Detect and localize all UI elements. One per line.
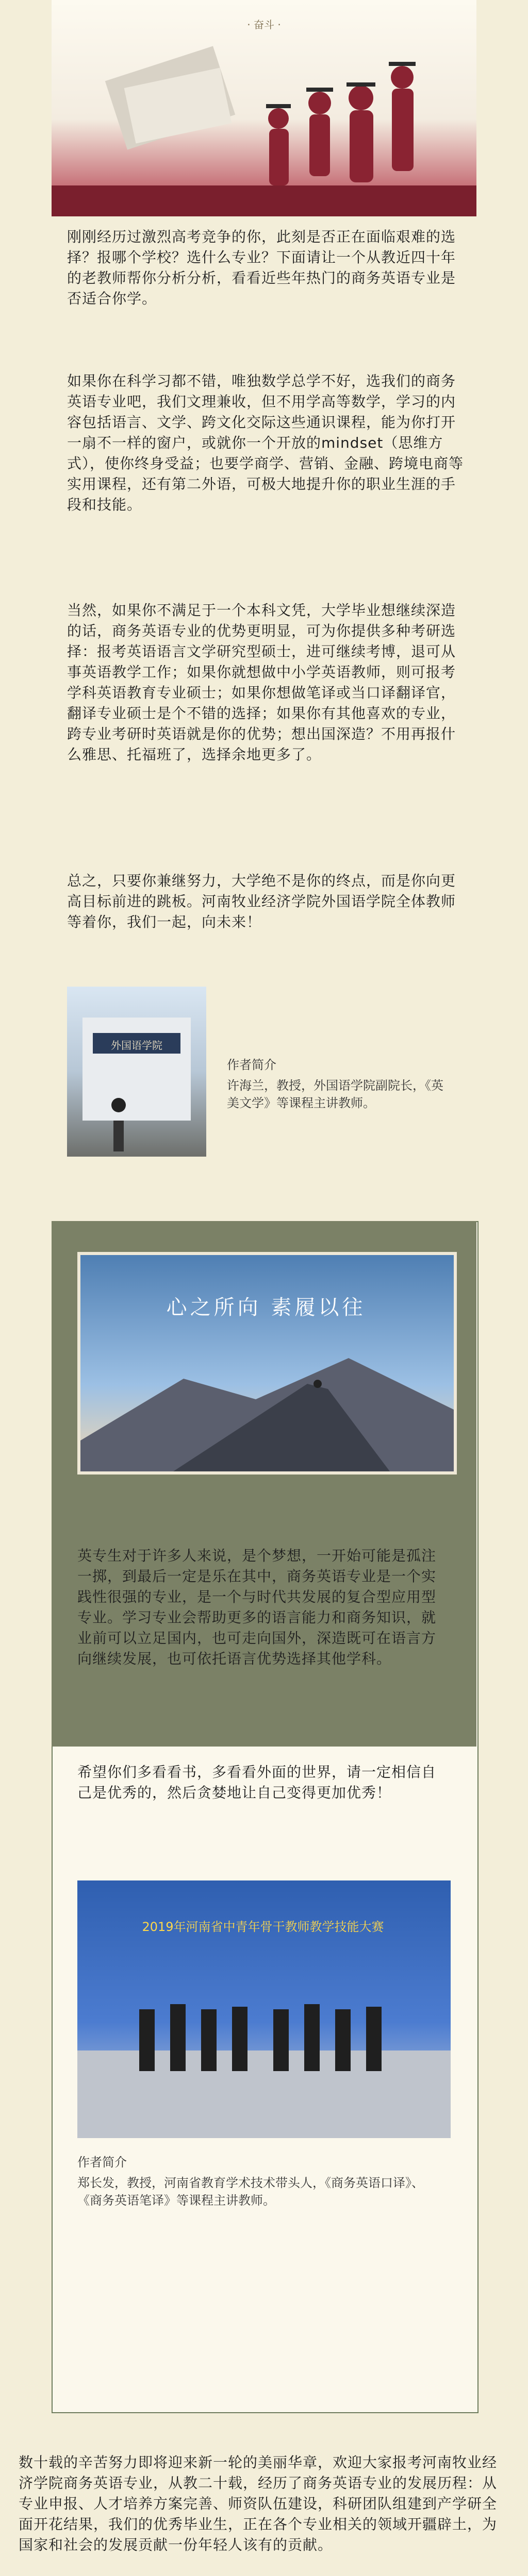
section3-paragraph-1: 数十载的辛苦努力即将迎来新一轮的美丽华章，欢迎大家报考河南牧业经济学院商务英语专业，从教二十载，经历了商务英语专业的发展历程：从专业申报、人才培养方案完善、师资队伍建设，科研团队组建到产学研全面开花结果，我们的优秀毕业生，正在各个专业相关的领域开疆辟土，为国家和社会的发展贡献一份年轻人该有的贡献。 — [19, 2454, 498, 2553]
author-intro-text-2: 郑长发，教授，河南省教育学术技术带头人，《商务英语口译》、《商务英语笔译》等课程主讲教师。 — [77, 2176, 424, 2208]
section2-paragraph-2: 希望你们多看看书，多看看外面的世界，请一定相信自己是优秀的，然后贪婪地让自己变得更加优秀！ — [77, 1764, 437, 1801]
intro-paragraph-4: 总之，只要你兼继努力，大学绝不是你的终点，而是你向更高目标前进的跳板。河南牧业经济学院外国语学院全体教师等着你，我们一起，向未来！ — [67, 872, 456, 930]
mountain-hero-image — [77, 1252, 457, 1475]
graduation-hero-image — [52, 0, 476, 216]
badge-label: · 奋斗 · — [247, 19, 281, 31]
mountain-caption: 心之所向 素履以往 — [166, 1296, 366, 1319]
award-banner-text: 2019年河南省中青年骨干教师教学技能大赛 — [142, 1920, 384, 1934]
building-sign-text: 外国语学院 — [111, 1039, 162, 1052]
school-building-photo — [67, 987, 206, 1157]
mountain-illustration — [80, 1255, 454, 1471]
intro-paragraph-1: 刚刚经历过激烈高考竞争的你，此刻是否正在面临艰难的选择？报哪个学校？选什么专业？下面请让一个从教近四十年的老教师帮你分析分析，看看近些年热门的商务英语专业是否适合你学。 — [67, 228, 456, 307]
intro-paragraph-2: 如果你在科学习都不错，唯独数学总学不好，选我们的商务英语专业吧，我们文理兼收，但不用学高等数学，学习的内容包括语言、文学、跨文化交际这些通识课程，能为你打开一扇不一样的窗户，或就你一个开放的mindset（思维方式），使你终身受益；也要学商学、营销、金融、跨境电商等实用课程，还有第二外语，可极大地提升你的职业生涯的手段和技能。 — [67, 372, 464, 513]
author-intro-title-1: 作者简介 — [227, 1058, 276, 1072]
section2-paragraph-1: 英专生对于许多人来说，是个梦想，一开始可能是孤注一掷，到最后一定是乐在其中，商务英语专业是一个实践性很强的专业，是一个与时代共发展的复合型应用型专业。学习专业会帮助更多的语言能力和商务知识，就业前可以立足国内，也可走向国外，深造既可在语言方向继续发展，也可依托语言优势选择其他学科。 — [77, 1547, 437, 1667]
author-intro-title-2: 作者简介 — [77, 2155, 127, 2170]
intro-paragraph-3: 当然，如果你不满足于一个本科文凭，大学毕业想继续深造的话，商务英语专业的优势更明显，可为你提供多种考研选择：报考英语语言文学研究型硕士，进可继续考博，退可从事英语教学工作；如果你就想做中小学英语教师，则可报考学科英语教育专业硕士；如果你想做笔译或当口译翻译官，翻译专业硕士是个不错的选择；如果你有其他喜欢的专业，跨专业考研时英语就是你的优势；想出国深造？不用再报什么雅思、托福班了，选择余地更多了。 — [67, 602, 456, 763]
award-stage-illustration — [77, 1880, 451, 2138]
award-group-photo — [77, 1880, 451, 2138]
building-illustration — [67, 987, 206, 1157]
graduates-silhouette-illustration — [52, 0, 476, 216]
author-intro-text-1: 许海兰，教授，外国语学院副院长，《英美文学》等课程主讲教师。 — [227, 1078, 443, 1110]
